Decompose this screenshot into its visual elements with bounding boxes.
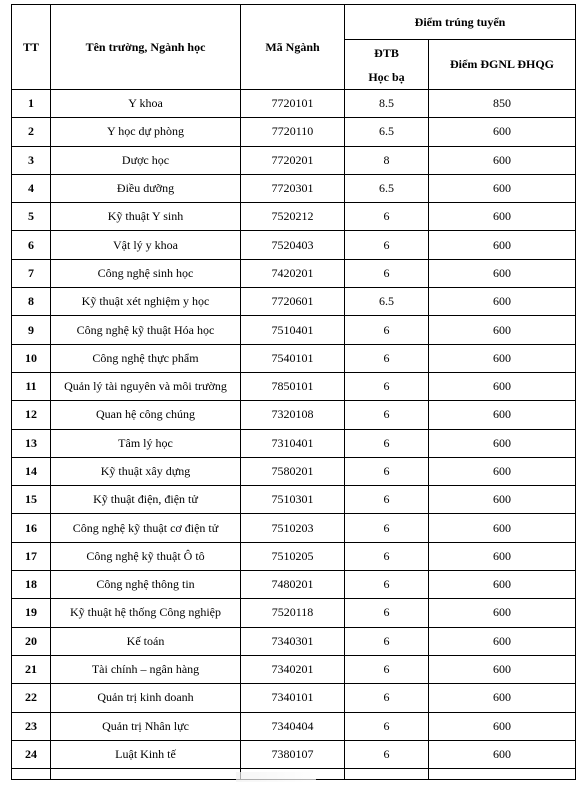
row-code: 7510203: [241, 514, 345, 542]
row-name: Kỹ thuật xét nghiệm y học: [51, 288, 241, 316]
row-name: Công nghệ thực phẩm: [51, 344, 241, 372]
row-dgnl: 600: [429, 316, 576, 344]
row-dtb: 6: [345, 627, 429, 655]
row-code: 7720201: [241, 146, 345, 174]
table-row: [12, 571, 576, 599]
row-dtb: 6: [345, 259, 429, 287]
table-row: [12, 627, 576, 655]
row-dgnl: 600: [429, 571, 576, 599]
row-code: 7720101: [241, 90, 345, 118]
row-name: Quản trị kinh doanh: [51, 684, 241, 712]
table-row: [12, 146, 576, 174]
row-code: 7420201: [241, 259, 345, 287]
table-row: [12, 118, 576, 146]
row-tt: 19: [12, 599, 51, 627]
table-row: [12, 401, 576, 429]
row-tt: 16: [12, 514, 51, 542]
row-code: 7380107: [241, 740, 345, 768]
row-dgnl: 600: [429, 684, 576, 712]
row-name: Công nghệ kỹ thuật cơ điện tử: [51, 514, 241, 542]
row-dtb: 6.5: [345, 174, 429, 202]
row-name: Kỹ thuật Y sinh: [51, 203, 241, 231]
table-row: [12, 740, 576, 768]
row-name: Điều dưỡng: [51, 174, 241, 202]
row-name: Quan hệ công chúng: [51, 401, 241, 429]
row-tt: 17: [12, 542, 51, 570]
row-tt: 11: [12, 372, 51, 400]
table-row: [12, 486, 576, 514]
row-dgnl: 850: [429, 90, 576, 118]
row-dtb: 6: [345, 429, 429, 457]
table-row: [12, 90, 576, 118]
row-name: Dược học: [51, 146, 241, 174]
row-tt: 7: [12, 259, 51, 287]
row-name: Quản lý tài nguyên và môi trường: [51, 372, 241, 400]
row-dtb: 6: [345, 599, 429, 627]
table-row: [12, 203, 576, 231]
row-name: Kế toán: [51, 627, 241, 655]
table-row: [12, 429, 576, 457]
row-tt: 3: [12, 146, 51, 174]
row-dtb: 6: [345, 344, 429, 372]
table-row: [12, 372, 576, 400]
row-cell-empty: [12, 769, 51, 780]
header-dgnl: Điểm ĐGNL ĐHQG: [429, 40, 576, 90]
header-tt: TT: [12, 5, 51, 90]
row-code: 7510301: [241, 486, 345, 514]
table-body: [12, 90, 576, 780]
row-dgnl: 600: [429, 146, 576, 174]
row-name: Kỹ thuật xây dựng: [51, 457, 241, 485]
row-code: 7510401: [241, 316, 345, 344]
row-dtb: 6: [345, 655, 429, 683]
row-code: 7340404: [241, 712, 345, 740]
row-code: 7580201: [241, 457, 345, 485]
table-row: [12, 684, 576, 712]
row-dgnl: 600: [429, 372, 576, 400]
admission-score-table: [11, 4, 576, 780]
row-name: Công nghệ kỹ thuật Hóa học: [51, 316, 241, 344]
row-cell-empty: [51, 769, 241, 780]
row-tt: 12: [12, 401, 51, 429]
header-score-group: Điểm trúng tuyển: [345, 5, 576, 40]
row-dtb: 6: [345, 457, 429, 485]
row-cell-empty: [429, 769, 576, 780]
row-dtb: 6: [345, 486, 429, 514]
table-row: [12, 457, 576, 485]
row-name: Vật lý y khoa: [51, 231, 241, 259]
header-dtb-line2: Học bạ: [368, 69, 405, 84]
header-dtb: [345, 40, 429, 90]
row-dgnl: 600: [429, 259, 576, 287]
row-dgnl: 600: [429, 514, 576, 542]
row-tt: 15: [12, 486, 51, 514]
row-code: 7340301: [241, 627, 345, 655]
table-row: [12, 655, 576, 683]
row-tt: 21: [12, 655, 51, 683]
row-name: Y khoa: [51, 90, 241, 118]
row-dtb: 6: [345, 740, 429, 768]
row-tt: 13: [12, 429, 51, 457]
row-name: Y học dự phòng: [51, 118, 241, 146]
row-tt: 8: [12, 288, 51, 316]
row-dtb: 6: [345, 514, 429, 542]
row-tt: 6: [12, 231, 51, 259]
row-dtb: 6.5: [345, 118, 429, 146]
table-row: [12, 514, 576, 542]
row-dtb: 6: [345, 316, 429, 344]
row-dtb: 6: [345, 203, 429, 231]
row-code: 7520403: [241, 231, 345, 259]
row-dgnl: 600: [429, 429, 576, 457]
row-dgnl: 600: [429, 655, 576, 683]
row-name: Công nghệ thông tin: [51, 571, 241, 599]
row-name: Công nghệ sinh học: [51, 259, 241, 287]
row-dgnl: 600: [429, 118, 576, 146]
row-dgnl: 600: [429, 401, 576, 429]
row-dgnl: 600: [429, 344, 576, 372]
row-dtb: 6: [345, 684, 429, 712]
row-tt: 2: [12, 118, 51, 146]
row-code: 7720601: [241, 288, 345, 316]
row-code: 7340201: [241, 655, 345, 683]
row-dtb: 6.5: [345, 288, 429, 316]
table-row: [12, 259, 576, 287]
row-name: Luật Kinh tế: [51, 740, 241, 768]
row-code: 7340101: [241, 684, 345, 712]
row-tt: 4: [12, 174, 51, 202]
header-name: Tên trường, Ngành học: [51, 5, 241, 90]
table-row: [12, 599, 576, 627]
row-code: 7850101: [241, 372, 345, 400]
table-row: [12, 231, 576, 259]
row-dtb: 6: [345, 231, 429, 259]
table-row: [12, 542, 576, 570]
row-code: 7720110: [241, 118, 345, 146]
table-row: [12, 316, 576, 344]
faded-mark: [236, 772, 316, 782]
row-code: 7310401: [241, 429, 345, 457]
row-cell-empty: [345, 769, 429, 780]
row-tt: 9: [12, 316, 51, 344]
row-dgnl: 600: [429, 740, 576, 768]
header-code: Mã Ngành: [241, 5, 345, 90]
row-tt: 10: [12, 344, 51, 372]
row-dtb: 6: [345, 571, 429, 599]
row-tt: 18: [12, 571, 51, 599]
row-name: Tài chính – ngân hàng: [51, 655, 241, 683]
table-row: [12, 288, 576, 316]
row-dgnl: 600: [429, 288, 576, 316]
row-dtb: 6: [345, 712, 429, 740]
table-row: [12, 174, 576, 202]
row-code: 7510205: [241, 542, 345, 570]
row-tt: 23: [12, 712, 51, 740]
row-name: Kỹ thuật điện, điện tử: [51, 486, 241, 514]
row-code: 7520212: [241, 203, 345, 231]
row-tt: 22: [12, 684, 51, 712]
row-name: Kỹ thuật hệ thống Công nghiệp: [51, 599, 241, 627]
row-tt: 24: [12, 740, 51, 768]
row-dgnl: 600: [429, 542, 576, 570]
row-dgnl: 600: [429, 174, 576, 202]
row-tt: 14: [12, 457, 51, 485]
row-dtb: 8: [345, 146, 429, 174]
row-dtb: 6: [345, 401, 429, 429]
row-dgnl: 600: [429, 712, 576, 740]
table-row: [12, 344, 576, 372]
row-tt: 1: [12, 90, 51, 118]
row-code: 7540101: [241, 344, 345, 372]
row-name: Quản trị Nhân lực: [51, 712, 241, 740]
row-name: Tâm lý học: [51, 429, 241, 457]
row-dtb: 6: [345, 542, 429, 570]
row-code: 7320108: [241, 401, 345, 429]
row-code: 7520118: [241, 599, 345, 627]
row-dgnl: 600: [429, 457, 576, 485]
row-dgnl: 600: [429, 231, 576, 259]
row-code: 7720301: [241, 174, 345, 202]
row-dgnl: 600: [429, 486, 576, 514]
row-dgnl: 600: [429, 599, 576, 627]
header-dtb-line1: ĐTB: [374, 45, 399, 60]
row-tt: 20: [12, 627, 51, 655]
row-tt: 5: [12, 203, 51, 231]
table-row: [12, 712, 576, 740]
row-dgnl: 600: [429, 203, 576, 231]
row-dgnl: 600: [429, 627, 576, 655]
row-dtb: 8.5: [345, 90, 429, 118]
row-dtb: 6: [345, 372, 429, 400]
row-name: Công nghệ kỹ thuật Ô tô: [51, 542, 241, 570]
row-code: 7480201: [241, 571, 345, 599]
